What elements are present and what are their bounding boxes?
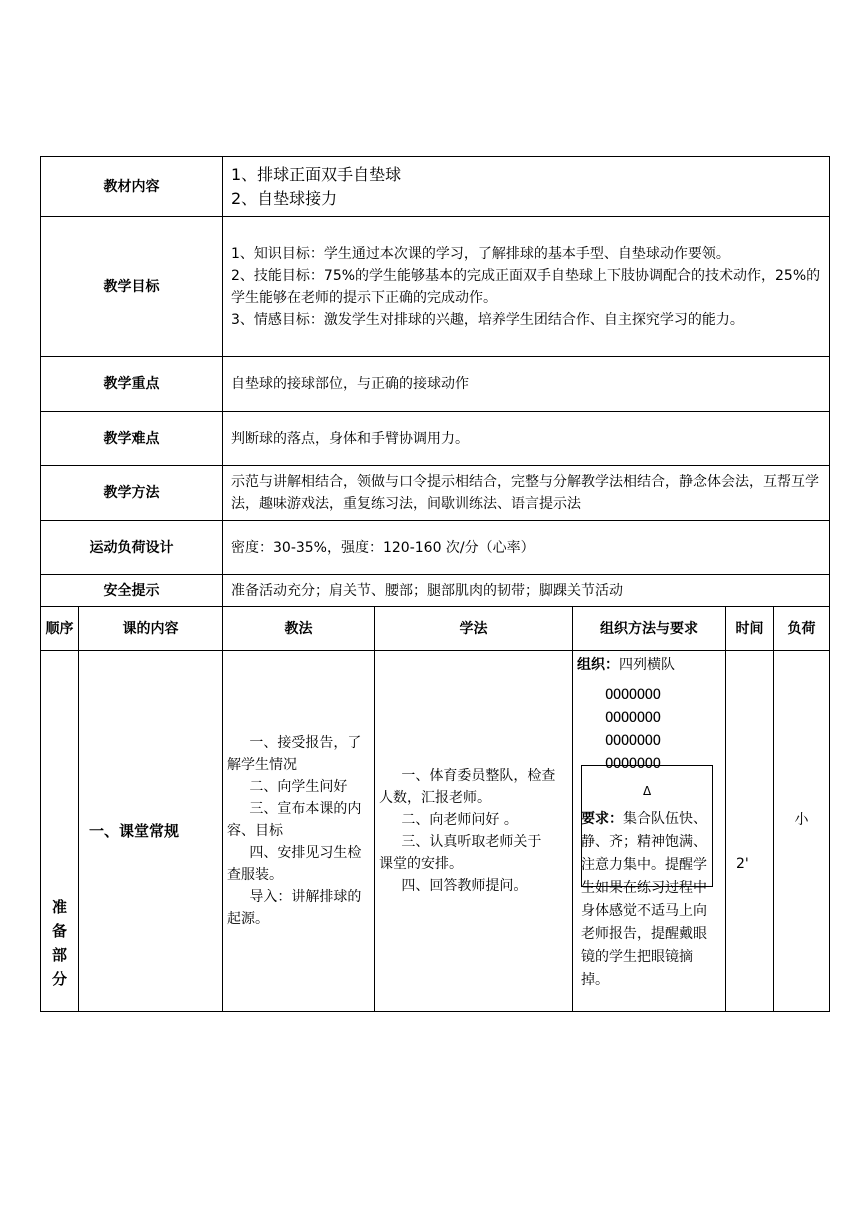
requirements-text: 集合队伍快、静、齐；精神饱满、注意力集中。提醒学生如果在练习过程中身体感觉不适马上向老师报告，提醒戴眼镜的学生把眼镜摘掉。 — [581, 811, 707, 988]
col-time: 时间 — [726, 607, 774, 651]
column-header-row — [41, 607, 830, 651]
formation-row: OOOOOOO — [605, 710, 661, 726]
objectives-label: 教学目标 — [41, 217, 223, 357]
key-point-label: 教学重点 — [41, 357, 223, 412]
learning-step: 一、体育委员整队，检查人数，汇报老师。 — [379, 768, 556, 806]
requirements-label: 要求： — [581, 811, 623, 827]
organization-label: 组织： — [577, 657, 619, 673]
organization-line — [577, 654, 721, 676]
learning-step: 三、认真听取老师关于 — [401, 834, 542, 850]
objective-line: 3、情感目标：激发学生对排球的兴趣，培养学生团结合作、自主探究学习的能力。 — [231, 311, 744, 328]
formation-row: OOOOOOO — [605, 687, 661, 703]
col-teaching: 教法 — [223, 607, 375, 651]
prep-part-label: 准备部分 — [51, 898, 67, 988]
prep-organization-cell — [573, 651, 726, 1012]
load-design-text: 密度：30-35%，强度：120-160 次/分（心率） — [223, 521, 830, 575]
safety-text: 准备活动充分；肩关节、腰部；腿部肌肉的韧带；脚踝关节活动 — [223, 575, 830, 607]
prep-content: 一、课堂常规 — [89, 822, 180, 840]
objective-line: 1、知识目标：学生通过本次课的学习，了解排球的基本手型、自垫球动作要领。 — [231, 245, 730, 262]
objectives-content — [223, 217, 830, 357]
key-point-text: 自垫球的接球部位，与正确的接球动作 — [223, 357, 830, 412]
col-learning: 学法 — [375, 607, 573, 651]
organization-text: 四列横队 — [619, 657, 675, 673]
col-organization: 组织方法与要求 — [573, 607, 726, 651]
teaching-step: 四、安排见习生检查服装。 — [227, 845, 362, 883]
student-formation — [605, 684, 721, 776]
learning-step: 课堂的安排。 — [379, 856, 463, 872]
material-line: 1、排球正面双手自垫球 — [231, 164, 402, 184]
teaching-step: 一、接受报告，了解学生情况 — [227, 735, 362, 773]
difficulty-label: 教学难点 — [41, 412, 223, 466]
formation-row: OOOOOOO — [605, 733, 661, 749]
row-methods — [41, 466, 830, 521]
row-load-design — [41, 521, 830, 575]
col-load: 负荷 — [774, 607, 830, 651]
row-difficulty — [41, 412, 830, 466]
material-label: 教材内容 — [41, 157, 223, 217]
row-key-point — [41, 357, 830, 412]
load-design-label: 运动负荷设计 — [41, 521, 223, 575]
difficulty-text: 判断球的落点，身体和手臂协调用力。 — [223, 412, 830, 466]
learning-step: 二、向老师问好 。 — [401, 812, 518, 828]
row-material — [41, 157, 830, 217]
safety-label: 安全提示 — [41, 575, 223, 607]
lesson-plan-table — [40, 156, 830, 1012]
teacher-mark: Δ — [643, 784, 652, 798]
load-value: 小 — [794, 812, 809, 828]
learning-step: 四、回答教师提问。 — [401, 878, 528, 894]
teaching-step: 二、向学生问好 — [249, 779, 348, 795]
time-value: 2' — [736, 856, 749, 872]
prep-teaching-cell — [223, 651, 375, 1012]
prep-load-cell — [774, 651, 830, 1012]
prep-time-cell — [726, 651, 774, 1012]
methods-label: 教学方法 — [41, 466, 223, 521]
row-objectives — [41, 217, 830, 357]
teaching-step: 导入：讲解排球的起源。 — [227, 889, 362, 927]
col-content: 课的内容 — [79, 607, 223, 651]
row-safety — [41, 575, 830, 607]
prep-content-cell — [79, 651, 223, 1012]
objective-line: 2、技能目标：75%的学生能够基本的完成正面双手自垫球上下肢协调配合的技术动作，25%的学生能够在老师的提示下正确的完成动作。 — [231, 267, 821, 306]
prep-part-cell — [41, 651, 79, 1012]
organization-block — [577, 654, 721, 1008]
teaching-step: 三、宣布本课的内容、目标 — [227, 801, 362, 839]
prep-section-row — [41, 651, 830, 1012]
methods-text: 示范与讲解相结合，领做与口令提示相结合，完整与分解教学法相结合，静念体会法，互帮互学法，趣味游戏法，重复练习法，间歇训练法、语言提示法 — [223, 466, 830, 521]
formation-row: OOOOOOO — [605, 756, 661, 772]
col-order: 顺序 — [41, 607, 79, 651]
requirements — [581, 808, 719, 992]
material-line: 2、自垫球接力 — [231, 188, 338, 208]
prep-learning-cell — [375, 651, 573, 1012]
material-content — [223, 157, 830, 217]
